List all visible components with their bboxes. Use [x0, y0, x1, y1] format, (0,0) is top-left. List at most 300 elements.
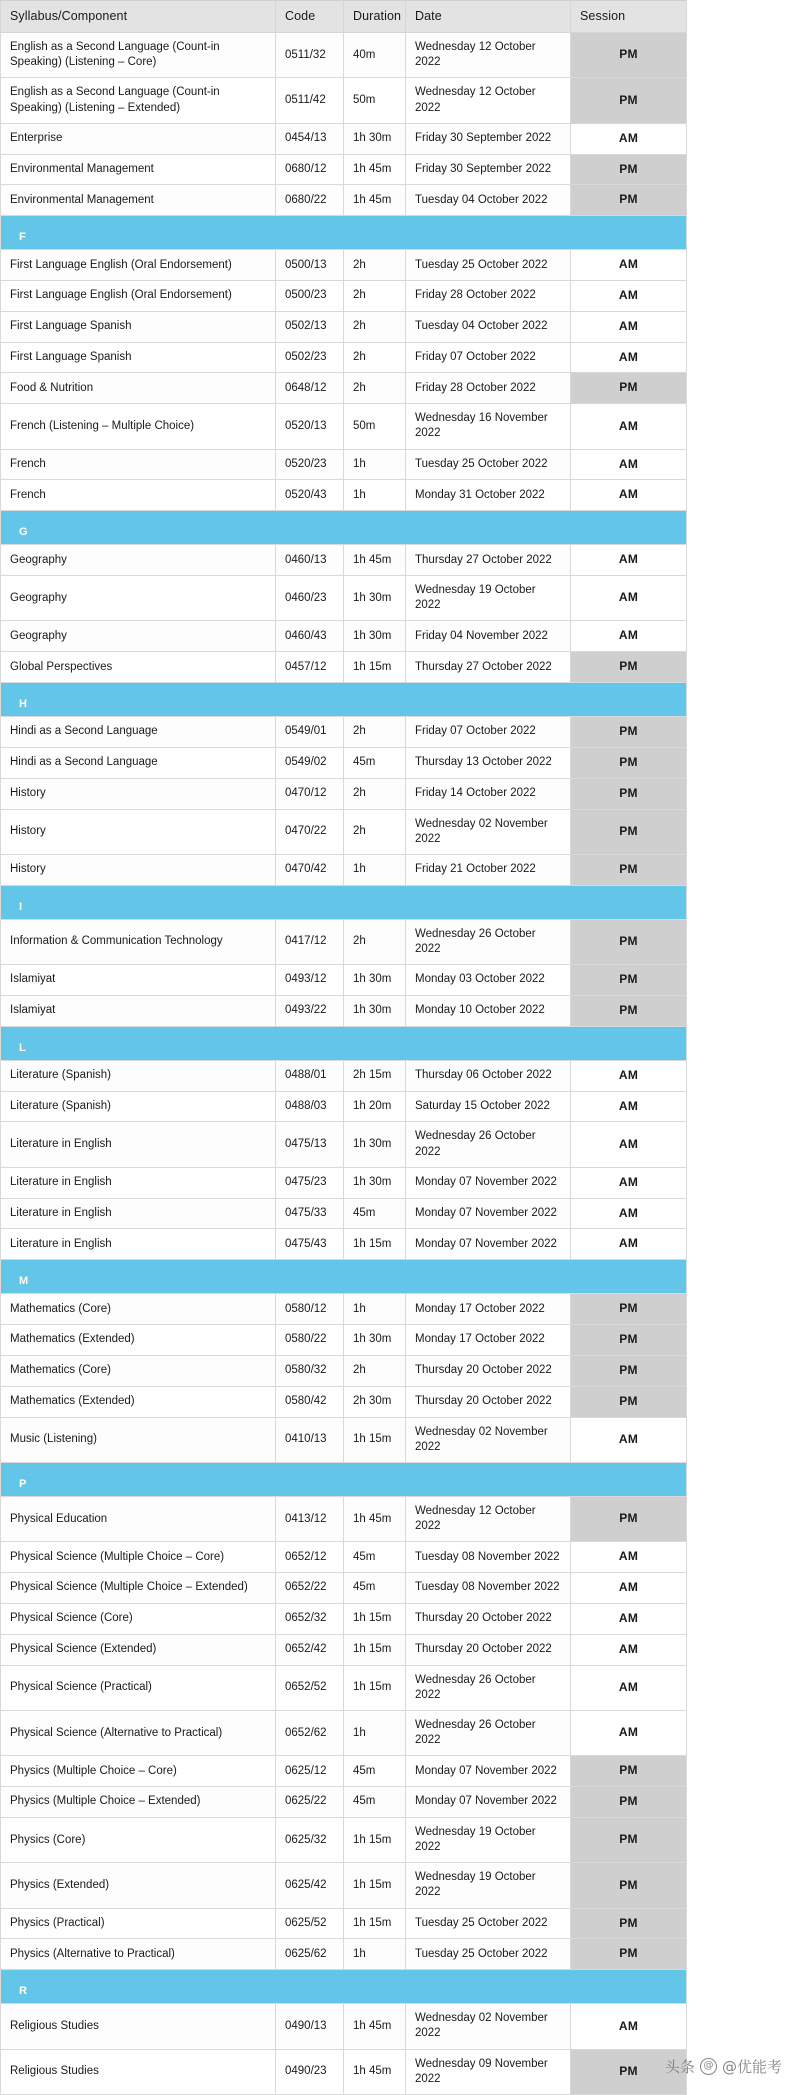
- cell-session: AM: [571, 1091, 687, 1122]
- cell-duration: 1h 45m: [344, 545, 406, 576]
- cell-code: 0652/12: [276, 1542, 344, 1573]
- cell-session: AM: [571, 576, 687, 621]
- cell-date: Monday 17 October 2022: [406, 1325, 571, 1356]
- table-row: [1, 1355, 687, 1386]
- table-row: [1, 33, 687, 78]
- cell-code: 0648/12: [276, 373, 344, 404]
- cell-session: AM: [571, 281, 687, 312]
- cell-date: Wednesday 19 October 2022: [406, 576, 571, 621]
- cell-duration: 1h 45m: [344, 154, 406, 185]
- cell-code: 0460/23: [276, 576, 344, 621]
- cell-syllabus: Physical Science (Core): [1, 1603, 276, 1634]
- cell-code: 0460/43: [276, 621, 344, 652]
- cell-syllabus: Music (Listening): [1, 1417, 276, 1462]
- cell-code: 0475/33: [276, 1198, 344, 1229]
- cell-session: PM: [571, 1325, 687, 1356]
- cell-date: Tuesday 25 October 2022: [406, 1939, 571, 1970]
- cell-duration: 1h: [344, 449, 406, 480]
- cell-syllabus: Hindi as a Second Language: [1, 717, 276, 748]
- cell-code: 0470/12: [276, 778, 344, 809]
- cell-code: 0502/23: [276, 342, 344, 373]
- cell-date: Thursday 20 October 2022: [406, 1603, 571, 1634]
- cell-duration: 1h 45m: [344, 1496, 406, 1541]
- cell-date: Tuesday 08 November 2022: [406, 1573, 571, 1604]
- table-body: [1, 33, 687, 2095]
- cell-duration: 2h: [344, 778, 406, 809]
- cell-date: Tuesday 08 November 2022: [406, 1542, 571, 1573]
- table-row: [1, 621, 687, 652]
- cell-session: AM: [571, 1060, 687, 1091]
- letter-section-header: [1, 1026, 687, 1060]
- section-letter: P: [19, 1477, 27, 1490]
- cell-duration: 2h: [344, 809, 406, 854]
- cell-syllabus: Physics (Extended): [1, 1863, 276, 1908]
- table-row: [1, 185, 687, 216]
- cell-session: AM: [571, 480, 687, 511]
- cell-syllabus: First Language English (Oral Endorsement): [1, 281, 276, 312]
- cell-syllabus: Environmental Management: [1, 185, 276, 216]
- cell-syllabus: Physics (Core): [1, 1817, 276, 1862]
- cell-session: PM: [571, 1496, 687, 1541]
- cell-syllabus: Literature in English: [1, 1167, 276, 1198]
- cell-syllabus: Literature in English: [1, 1198, 276, 1229]
- cell-date: Thursday 06 October 2022: [406, 1060, 571, 1091]
- cell-code: 0475/13: [276, 1122, 344, 1167]
- table-row: [1, 123, 687, 154]
- cell-session: AM: [571, 449, 687, 480]
- cell-session: PM: [571, 2049, 687, 2094]
- cell-duration: 2h: [344, 281, 406, 312]
- cell-syllabus: Physical Education: [1, 1496, 276, 1541]
- table-row: [1, 652, 687, 683]
- cell-session: PM: [571, 854, 687, 885]
- cell-duration: 1h 30m: [344, 1167, 406, 1198]
- cell-syllabus: Enterprise: [1, 123, 276, 154]
- cell-code: 0488/01: [276, 1060, 344, 1091]
- cell-code: 0625/12: [276, 1756, 344, 1787]
- cell-date: Tuesday 25 October 2022: [406, 250, 571, 281]
- cell-syllabus: Physics (Multiple Choice – Extended): [1, 1787, 276, 1818]
- cell-session: PM: [571, 1355, 687, 1386]
- table-row: [1, 1603, 687, 1634]
- cell-duration: 1h 15m: [344, 1908, 406, 1939]
- letter-section-header: [1, 683, 687, 717]
- cell-duration: 1h: [344, 1294, 406, 1325]
- table-row: [1, 1325, 687, 1356]
- table-row: [1, 1122, 687, 1167]
- cell-date: Friday 30 September 2022: [406, 154, 571, 185]
- cell-date: Wednesday 19 October 2022: [406, 1817, 571, 1862]
- table-row: [1, 747, 687, 778]
- cell-session: PM: [571, 747, 687, 778]
- cell-session: PM: [571, 1756, 687, 1787]
- table-row: [1, 717, 687, 748]
- cell-code: 0502/13: [276, 311, 344, 342]
- cell-date: Monday 07 November 2022: [406, 1198, 571, 1229]
- cell-syllabus: Mathematics (Core): [1, 1355, 276, 1386]
- section-letter: L: [19, 1041, 26, 1054]
- cell-duration: 1h: [344, 480, 406, 511]
- cell-syllabus: Physics (Multiple Choice – Core): [1, 1756, 276, 1787]
- cell-duration: 45m: [344, 1787, 406, 1818]
- cell-syllabus: Physical Science (Multiple Choice – Core): [1, 1542, 276, 1573]
- cell-syllabus: Islamiyat: [1, 965, 276, 996]
- cell-code: 0413/12: [276, 1496, 344, 1541]
- cell-code: 0511/32: [276, 33, 344, 78]
- cell-duration: 1h 15m: [344, 1229, 406, 1260]
- cell-session: AM: [571, 621, 687, 652]
- cell-code: 0488/03: [276, 1091, 344, 1122]
- cell-date: Thursday 20 October 2022: [406, 1634, 571, 1665]
- cell-session: AM: [571, 545, 687, 576]
- cell-date: Thursday 27 October 2022: [406, 545, 571, 576]
- table-row: [1, 2004, 687, 2049]
- cell-date: Monday 07 November 2022: [406, 1756, 571, 1787]
- cell-code: 0500/23: [276, 281, 344, 312]
- cell-session: AM: [571, 1122, 687, 1167]
- cell-syllabus: History: [1, 778, 276, 809]
- letter-section-header: [1, 511, 687, 545]
- cell-session: AM: [571, 342, 687, 373]
- cell-duration: 1h 15m: [344, 1863, 406, 1908]
- cell-date: Tuesday 25 October 2022: [406, 449, 571, 480]
- cell-syllabus: Literature (Spanish): [1, 1060, 276, 1091]
- cell-code: 0410/13: [276, 1417, 344, 1462]
- cell-duration: 2h: [344, 311, 406, 342]
- cell-duration: 2h: [344, 342, 406, 373]
- cell-date: Thursday 13 October 2022: [406, 747, 571, 778]
- cell-session: AM: [571, 1665, 687, 1710]
- column-header-duration: Duration: [344, 1, 406, 33]
- cell-date: Friday 28 October 2022: [406, 281, 571, 312]
- cell-date: Tuesday 04 October 2022: [406, 185, 571, 216]
- cell-code: 0625/52: [276, 1908, 344, 1939]
- cell-session: PM: [571, 919, 687, 964]
- cell-duration: 1h 15m: [344, 1603, 406, 1634]
- letter-section-header: [1, 1970, 687, 2004]
- cell-date: Monday 07 November 2022: [406, 1167, 571, 1198]
- cell-date: Thursday 20 October 2022: [406, 1386, 571, 1417]
- cell-duration: 1h 30m: [344, 1325, 406, 1356]
- cell-duration: 1h 45m: [344, 2004, 406, 2049]
- table-row: [1, 1542, 687, 1573]
- cell-date: Monday 10 October 2022: [406, 995, 571, 1026]
- cell-duration: 1h 30m: [344, 965, 406, 996]
- cell-session: PM: [571, 185, 687, 216]
- cell-duration: 1h 45m: [344, 2049, 406, 2094]
- cell-date: Wednesday 26 October 2022: [406, 919, 571, 964]
- table-row: [1, 1229, 687, 1260]
- letter-section-header: [1, 216, 687, 250]
- cell-code: 0520/23: [276, 449, 344, 480]
- cell-duration: 1h 45m: [344, 185, 406, 216]
- letter-band: [1, 1970, 687, 2004]
- table-row: [1, 1710, 687, 1755]
- table-row: [1, 545, 687, 576]
- cell-session: PM: [571, 1386, 687, 1417]
- column-header-session: Session: [571, 1, 687, 33]
- cell-syllabus: Geography: [1, 576, 276, 621]
- cell-date: Tuesday 04 October 2022: [406, 311, 571, 342]
- cell-date: Friday 04 November 2022: [406, 621, 571, 652]
- table-row: [1, 281, 687, 312]
- letter-band: [1, 683, 687, 717]
- section-letter: F: [19, 231, 26, 244]
- table-row: [1, 1817, 687, 1862]
- cell-syllabus: Mathematics (Core): [1, 1294, 276, 1325]
- cell-code: 0470/22: [276, 809, 344, 854]
- cell-code: 0652/52: [276, 1665, 344, 1710]
- cell-session: PM: [571, 154, 687, 185]
- cell-session: AM: [571, 1417, 687, 1462]
- cell-syllabus: Geography: [1, 621, 276, 652]
- section-letter: R: [19, 1985, 27, 1998]
- cell-date: Wednesday 12 October 2022: [406, 1496, 571, 1541]
- cell-code: 0549/01: [276, 717, 344, 748]
- letter-section-header: [1, 885, 687, 919]
- cell-session: AM: [571, 123, 687, 154]
- letter-section-header: [1, 1462, 687, 1496]
- cell-duration: 1h 15m: [344, 1634, 406, 1665]
- cell-code: 0625/62: [276, 1939, 344, 1970]
- cell-syllabus: French: [1, 449, 276, 480]
- cell-date: Friday 07 October 2022: [406, 342, 571, 373]
- table-row: [1, 1787, 687, 1818]
- cell-code: 0580/32: [276, 1355, 344, 1386]
- cell-session: PM: [571, 1908, 687, 1939]
- watermark-source: 头条: [664, 2057, 695, 2076]
- table-row: [1, 1573, 687, 1604]
- cell-syllabus: Physics (Alternative to Practical): [1, 1939, 276, 1970]
- table-row: [1, 1496, 687, 1541]
- cell-duration: 1h: [344, 1710, 406, 1755]
- table-row: [1, 342, 687, 373]
- cell-code: 0454/13: [276, 123, 344, 154]
- cell-syllabus: Physical Science (Extended): [1, 1634, 276, 1665]
- cell-session: PM: [571, 1817, 687, 1862]
- cell-syllabus: Hindi as a Second Language: [1, 747, 276, 778]
- cell-duration: 2h: [344, 717, 406, 748]
- cell-code: 0475/43: [276, 1229, 344, 1260]
- cell-duration: 50m: [344, 404, 406, 449]
- section-letter: G: [19, 526, 28, 539]
- cell-code: 0475/23: [276, 1167, 344, 1198]
- table-row: [1, 1665, 687, 1710]
- table-row: [1, 778, 687, 809]
- cell-date: Friday 30 September 2022: [406, 123, 571, 154]
- cell-syllabus: Geography: [1, 545, 276, 576]
- cell-syllabus: Mathematics (Extended): [1, 1325, 276, 1356]
- cell-session: AM: [571, 404, 687, 449]
- cell-session: AM: [571, 2004, 687, 2049]
- cell-code: 0470/42: [276, 854, 344, 885]
- watermark-at-icon: @: [700, 2058, 717, 2075]
- cell-session: AM: [571, 1710, 687, 1755]
- letter-section-header: [1, 1260, 687, 1294]
- table-row: [1, 311, 687, 342]
- cell-date: Wednesday 12 October 2022: [406, 78, 571, 123]
- cell-code: 0625/22: [276, 1787, 344, 1818]
- cell-syllabus: French: [1, 480, 276, 511]
- cell-syllabus: Physics (Practical): [1, 1908, 276, 1939]
- section-letter: H: [19, 698, 27, 711]
- cell-duration: 1h 15m: [344, 1817, 406, 1862]
- cell-syllabus: English as a Second Language (Count-in Speaking) (Listening – Core): [1, 33, 276, 78]
- table-row: [1, 1060, 687, 1091]
- table-row: [1, 1198, 687, 1229]
- table-row: [1, 809, 687, 854]
- table-row: [1, 576, 687, 621]
- cell-session: PM: [571, 652, 687, 683]
- cell-date: Wednesday 12 October 2022: [406, 33, 571, 78]
- cell-session: PM: [571, 809, 687, 854]
- cell-code: 0625/32: [276, 1817, 344, 1862]
- cell-code: 0520/43: [276, 480, 344, 511]
- cell-session: PM: [571, 1294, 687, 1325]
- cell-session: AM: [571, 1603, 687, 1634]
- cell-session: PM: [571, 1787, 687, 1818]
- cell-duration: 40m: [344, 33, 406, 78]
- cell-syllabus: First Language Spanish: [1, 311, 276, 342]
- cell-duration: 45m: [344, 747, 406, 778]
- cell-date: Thursday 27 October 2022: [406, 652, 571, 683]
- cell-session: PM: [571, 995, 687, 1026]
- cell-syllabus: Physical Science (Alternative to Practical): [1, 1710, 276, 1755]
- cell-code: 0520/13: [276, 404, 344, 449]
- cell-code: 0493/22: [276, 995, 344, 1026]
- cell-session: PM: [571, 965, 687, 996]
- table-row: [1, 449, 687, 480]
- cell-duration: 2h 15m: [344, 1060, 406, 1091]
- cell-date: Monday 03 October 2022: [406, 965, 571, 996]
- table-row: [1, 250, 687, 281]
- cell-session: AM: [571, 1198, 687, 1229]
- cell-duration: 1h 30m: [344, 621, 406, 652]
- cell-session: PM: [571, 717, 687, 748]
- table-row: [1, 1908, 687, 1939]
- cell-syllabus: Literature (Spanish): [1, 1091, 276, 1122]
- cell-date: Monday 17 October 2022: [406, 1294, 571, 1325]
- cell-code: 0652/32: [276, 1603, 344, 1634]
- cell-syllabus: Environmental Management: [1, 154, 276, 185]
- cell-date: Saturday 15 October 2022: [406, 1091, 571, 1122]
- cell-syllabus: Literature in English: [1, 1122, 276, 1167]
- cell-duration: 2h: [344, 919, 406, 964]
- cell-session: PM: [571, 1939, 687, 1970]
- column-header-code: Code: [276, 1, 344, 33]
- cell-date: Wednesday 02 November 2022: [406, 1417, 571, 1462]
- cell-syllabus: First Language English (Oral Endorsement): [1, 250, 276, 281]
- section-letter: I: [19, 900, 23, 913]
- cell-duration: 45m: [344, 1573, 406, 1604]
- cell-duration: 1h 30m: [344, 576, 406, 621]
- cell-date: Wednesday 02 November 2022: [406, 809, 571, 854]
- cell-code: 0417/12: [276, 919, 344, 964]
- cell-date: Friday 07 October 2022: [406, 717, 571, 748]
- cell-syllabus: Religious Studies: [1, 2004, 276, 2049]
- cell-code: 0580/12: [276, 1294, 344, 1325]
- cell-code: 0652/22: [276, 1573, 344, 1604]
- cell-syllabus: Food & Nutrition: [1, 373, 276, 404]
- table-header: [1, 1, 687, 33]
- cell-syllabus: French (Listening – Multiple Choice): [1, 404, 276, 449]
- cell-duration: 1h: [344, 1939, 406, 1970]
- table-row: [1, 854, 687, 885]
- table-row: [1, 154, 687, 185]
- letter-band: [1, 511, 687, 545]
- section-letter: M: [19, 1275, 29, 1288]
- cell-duration: 1h 30m: [344, 1122, 406, 1167]
- letter-band: [1, 1026, 687, 1060]
- cell-date: Friday 21 October 2022: [406, 854, 571, 885]
- cell-code: 0500/13: [276, 250, 344, 281]
- cell-date: Wednesday 26 October 2022: [406, 1122, 571, 1167]
- table-row: [1, 1167, 687, 1198]
- cell-code: 0652/62: [276, 1710, 344, 1755]
- cell-session: PM: [571, 373, 687, 404]
- cell-syllabus: Physical Science (Practical): [1, 1665, 276, 1710]
- cell-date: Wednesday 09 November 2022: [406, 2049, 571, 2094]
- cell-code: 0457/12: [276, 652, 344, 683]
- cell-date: Wednesday 26 October 2022: [406, 1710, 571, 1755]
- cell-session: AM: [571, 1573, 687, 1604]
- cell-duration: 1h 30m: [344, 995, 406, 1026]
- table-row: [1, 965, 687, 996]
- table-row: [1, 1634, 687, 1665]
- cell-duration: 45m: [344, 1756, 406, 1787]
- cell-code: 0549/02: [276, 747, 344, 778]
- column-header-syllabus: Syllabus/Component: [1, 1, 276, 33]
- cell-session: PM: [571, 33, 687, 78]
- cell-code: 0460/13: [276, 545, 344, 576]
- cell-syllabus: Mathematics (Extended): [1, 1386, 276, 1417]
- cell-date: Friday 14 October 2022: [406, 778, 571, 809]
- table-row: [1, 1863, 687, 1908]
- cell-session: AM: [571, 1542, 687, 1573]
- cell-date: Wednesday 26 October 2022: [406, 1665, 571, 1710]
- cell-date: Wednesday 16 November 2022: [406, 404, 571, 449]
- letter-band: [1, 1260, 687, 1294]
- cell-date: Wednesday 19 October 2022: [406, 1863, 571, 1908]
- cell-code: 0490/23: [276, 2049, 344, 2094]
- cell-date: Monday 31 October 2022: [406, 480, 571, 511]
- cell-duration: 1h: [344, 854, 406, 885]
- cell-session: AM: [571, 311, 687, 342]
- cell-duration: 45m: [344, 1542, 406, 1573]
- cell-date: Wednesday 02 November 2022: [406, 2004, 571, 2049]
- cell-date: Monday 07 November 2022: [406, 1787, 571, 1818]
- cell-duration: 50m: [344, 78, 406, 123]
- table-row: [1, 480, 687, 511]
- cell-code: 0490/13: [276, 2004, 344, 2049]
- cell-syllabus: Physical Science (Multiple Choice – Extended): [1, 1573, 276, 1604]
- table-row: [1, 1294, 687, 1325]
- cell-syllabus: History: [1, 854, 276, 885]
- cell-code: 0680/22: [276, 185, 344, 216]
- cell-session: PM: [571, 1863, 687, 1908]
- column-header-date: Date: [406, 1, 571, 33]
- cell-syllabus: Religious Studies: [1, 2049, 276, 2094]
- cell-date: Friday 28 October 2022: [406, 373, 571, 404]
- cell-syllabus: History: [1, 809, 276, 854]
- cell-duration: 1h 15m: [344, 652, 406, 683]
- letter-band: [1, 1462, 687, 1496]
- cell-duration: 1h 20m: [344, 1091, 406, 1122]
- cell-code: 0511/42: [276, 78, 344, 123]
- cell-date: Monday 07 November 2022: [406, 1229, 571, 1260]
- cell-duration: 45m: [344, 1198, 406, 1229]
- cell-syllabus: First Language Spanish: [1, 342, 276, 373]
